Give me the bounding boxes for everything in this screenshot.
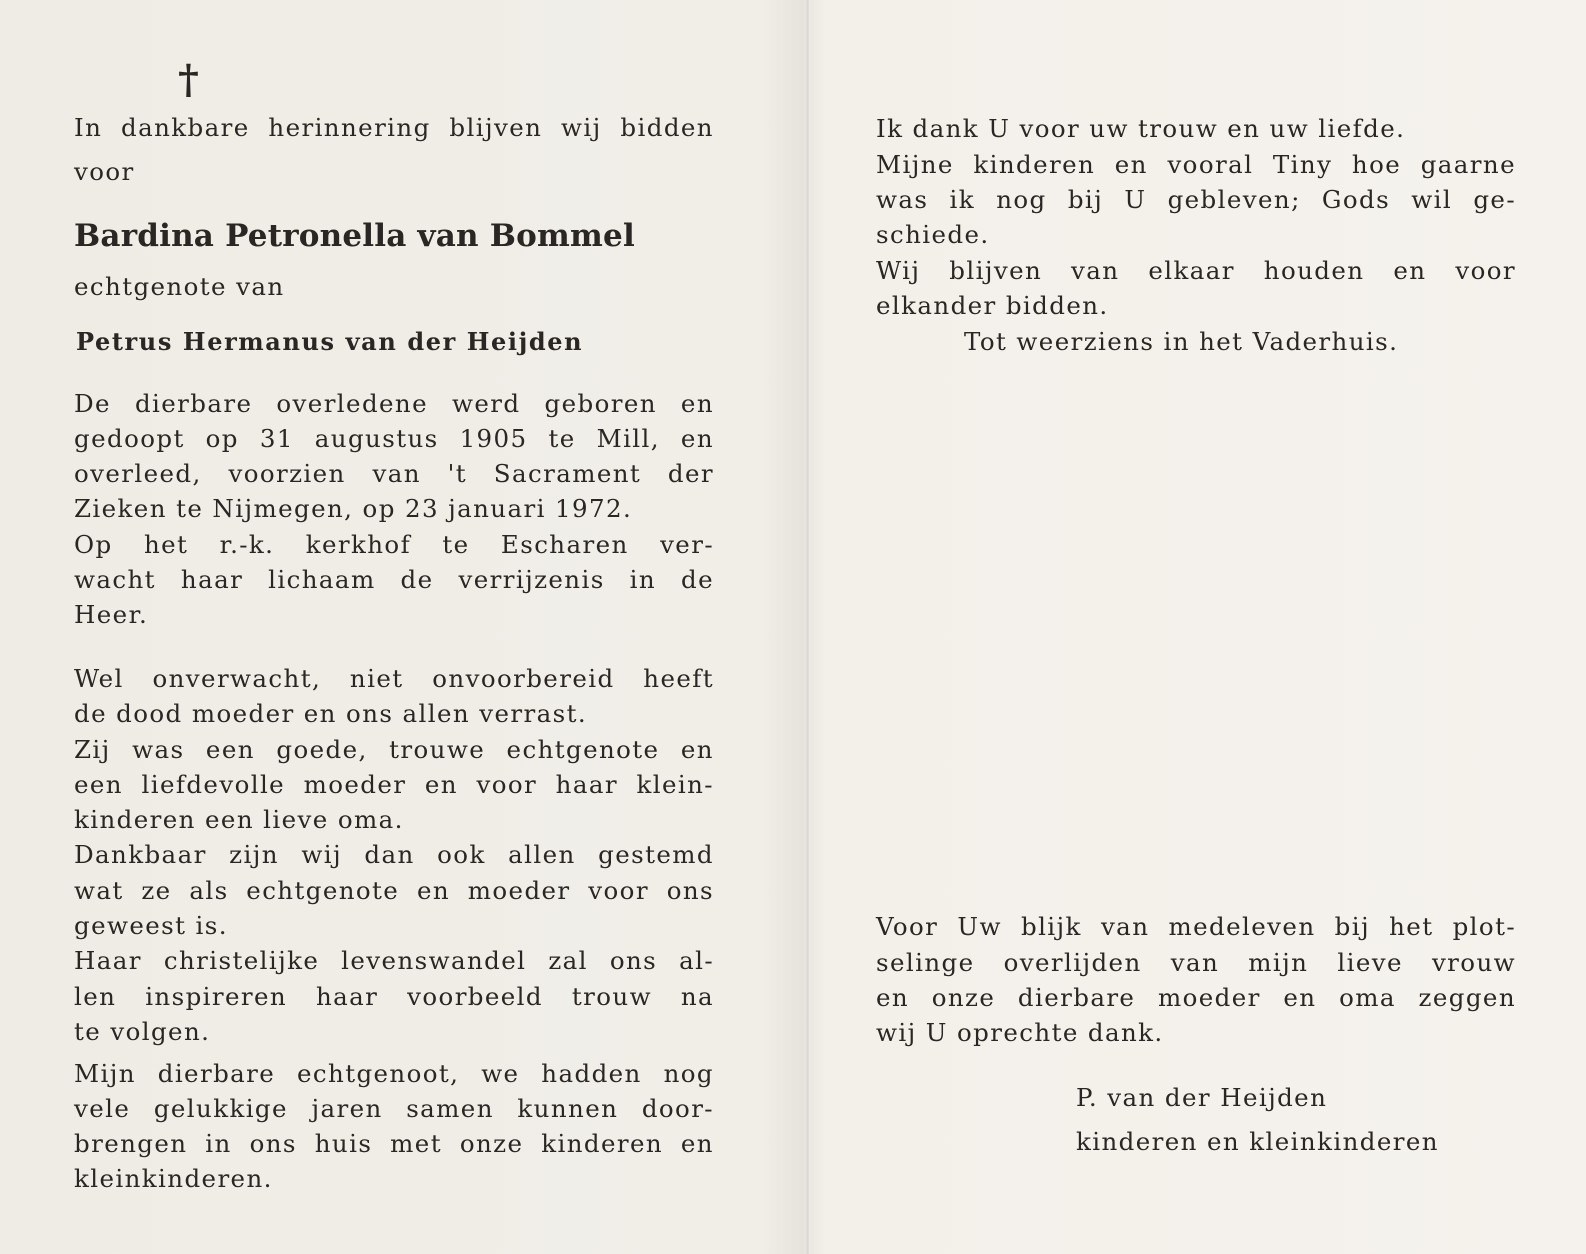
tribute-line: geweest is.: [74, 911, 228, 940]
thanks-line: Voor Uw blijk van medeleven bij het plot-: [876, 912, 1516, 941]
tribute-line: een liefdevolle moeder en voor haar klein-: [74, 770, 714, 799]
farewell-line: Wij blijven van elkaar houden en voor: [876, 256, 1516, 285]
tribute-line: de dood moeder en ons allen verrast.: [74, 699, 588, 728]
intro-line: voor: [74, 157, 135, 186]
left-panel: [74, 0, 714, 1254]
tribute-line: kleinkinderen.: [74, 1164, 273, 1193]
intro-line: In dankbare herinnering blijven wij bidden: [74, 113, 714, 142]
tribute-line: brengen in ons huis met onze kinderen en: [74, 1129, 714, 1158]
tribute-line: Wel onverwacht, niet onvoorbereid heeft: [74, 664, 714, 693]
farewell-line: was ik nog bij U gebleven; Gods wil ge-: [876, 185, 1516, 214]
tribute-line: kinderen een lieve oma.: [74, 805, 404, 834]
tribute-line: vele gelukkige jaren samen kunnen door-: [74, 1094, 714, 1123]
tribute-line: wat ze als echtgenote en moeder voor ons: [74, 876, 714, 905]
thanks-line: wij U oprechte dank.: [876, 1018, 1164, 1047]
tribute-line: Dankbaar zijn wij dan ook allen gestemd: [74, 840, 714, 869]
farewell-line: Mijne kinderen en vooral Tiny hoe gaarne: [876, 150, 1516, 179]
tribute-line: len inspireren haar voorbeeld trouw na: [74, 982, 714, 1011]
relation-text: echtgenote van: [74, 272, 285, 301]
thanks-line: selinge overlijden van mijn lieve vrouw: [876, 948, 1516, 977]
thanks-line: en onze dierbare moeder en oma zeggen: [876, 983, 1516, 1012]
bio-line: Zieken te Nijmegen, op 23 januari 1972.: [74, 494, 633, 523]
farewell-line: Ik dank U voor uw trouw en uw liefde.: [876, 114, 1406, 143]
bio-line: Heer.: [74, 600, 149, 629]
bio-line: De dierbare overledene werd geboren en: [74, 389, 714, 418]
spouse-name: Petrus Hermanus van der Heijden: [76, 327, 584, 356]
signature-line: P. van der Heijden: [1076, 1083, 1328, 1112]
deceased-name: Bardina Petronella van Bommel: [74, 218, 635, 254]
bio-line: wacht haar lichaam de verrijzenis in de: [74, 565, 714, 594]
bio-line: gedoopt op 31 augustus 1905 te Mill, en: [74, 424, 714, 453]
right-panel: [876, 0, 1516, 1254]
card-fold: [806, 0, 810, 1254]
cross-icon: †: [178, 56, 199, 103]
farewell-line: elkander bidden.: [876, 291, 1109, 320]
tribute-line: te volgen.: [74, 1017, 211, 1046]
farewell-line: schiede.: [876, 220, 990, 249]
farewell-line: Tot weerziens in het Vaderhuis.: [964, 327, 1399, 356]
bio-line: Op het r.-k. kerkhof te Escharen ver-: [74, 530, 714, 559]
tribute-line: Mijn dierbare echtgenoot, we hadden nog: [74, 1059, 714, 1088]
tribute-line: Zij was een goede, trouwe echtgenote en: [74, 735, 714, 764]
tribute-line: Haar christelijke levenswandel zal ons al-: [74, 946, 714, 975]
signature-line: kinderen en kleinkinderen: [1076, 1127, 1439, 1156]
bio-line: overleed, voorzien van 't Sacrament der: [74, 459, 714, 488]
